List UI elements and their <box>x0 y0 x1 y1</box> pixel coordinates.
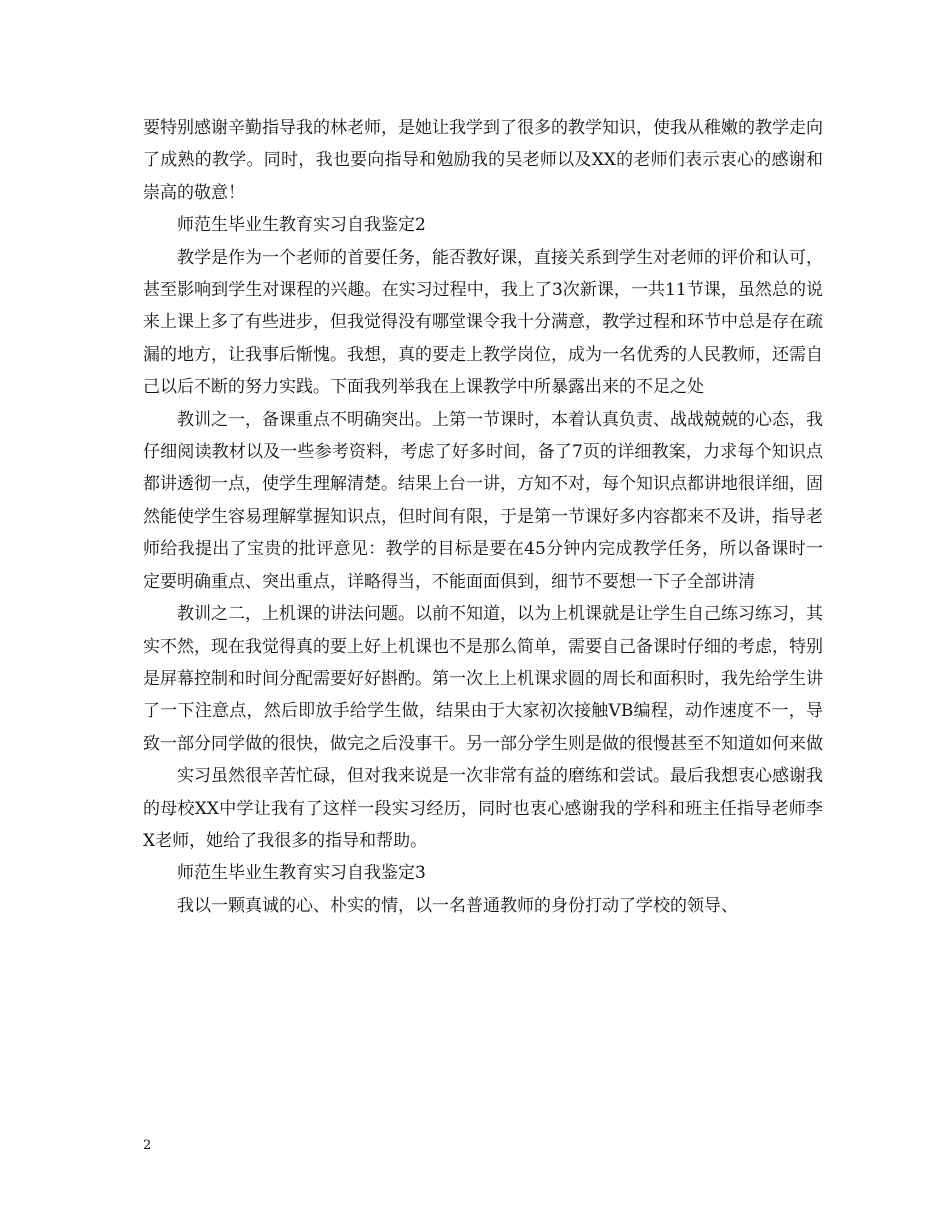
section-heading-2: 师范生毕业生教育实习自我鉴定2 <box>177 215 426 236</box>
paragraph-lesson-two: 教训之二，上机课的讲法问题。以前不知道，以为上机课就是让学生自己练习练习，其实不然，现在我觉得真的要上好上机课也不是那么简单，需要自己备课时仔细的考虑，特别是屏幕控制和时间分配需要好好斟酌。第一次上上机课求圆的周长和面积时，我先给学生讲了一下注意点，然后即放手给学生做，结果由于大家初次接触VB编程，动作速度不一，导致一部分同学做的很快，做完之后没事干。另一部分学生则是做的很慢甚至不知道如何来做 <box>143 604 823 754</box>
paragraph-teaching: 教学是作为一个老师的首要任务，能否教好课，直接关系到学生对老师的评价和认可，甚至影响到学生对课程的兴趣。在实习过程中，我上了3次新课，一共11节课，虽然总的说来上课上多了有些进步，但我觉得没有哪堂课令我十分满意，教学过程和环节中总是存在疏漏的地方，让我事后惭愧。我想，真的要走上教学岗位，成为一名优秀的人民教师，还需自己以后不断的努力实践。下面我列举我在上课教学中所暴露出来的不足之处 <box>143 247 823 398</box>
paragraph-thanks: 实习虽然很辛苦忙碌，但对我来说是一次非常有益的磨练和尝试。最后我想衷心感谢我的母校XX中学让我有了这样一段实习经历，同时也衷心感谢我的学科和班主任指导老师李X老师，她给了我很多的指导和帮助。 <box>143 766 823 851</box>
document-body <box>143 112 823 922</box>
page-number: 2 <box>143 1138 152 1153</box>
paragraph-lesson-one: 教训之一，备课重点不明确突出。上第一节课时，本着认真负责、战战兢兢的心态，我仔细阅读教材以及一些参考资料，考虑了好多时间，备了7页的详细教案，力求每个知识点都讲透彻一点，使学生理解清楚。结果上台一讲，方知不对，每个知识点都讲地很详细，固然能使学生容易理解掌握知识点，但时间有限，于是第一节课好多内容都来不及讲，指导老师给我提出了宝贵的批评意见：教学的目标是要在45分钟内完成教学任务，所以备课时一定要明确重点、突出重点，详略得当，不能面面俱到，细节不要想一下子全部讲清 <box>143 409 823 592</box>
paragraph-intro-3: 我以一颗真诚的心、朴实的情，以一名普通教师的身份打动了学校的领导、 <box>177 895 738 916</box>
section-heading-3: 师范生毕业生教育实习自我鉴定3 <box>177 863 426 884</box>
paragraph-1: 要特别感谢辛勤指导我的林老师，是她让我学到了很多的教学知识，使我从稚嫩的教学走向了成熟的教学。同时，我也要向指导和勉励我的吴老师以及XX的老师们表示衷心的感谢和崇高的敬意！ <box>143 118 823 203</box>
